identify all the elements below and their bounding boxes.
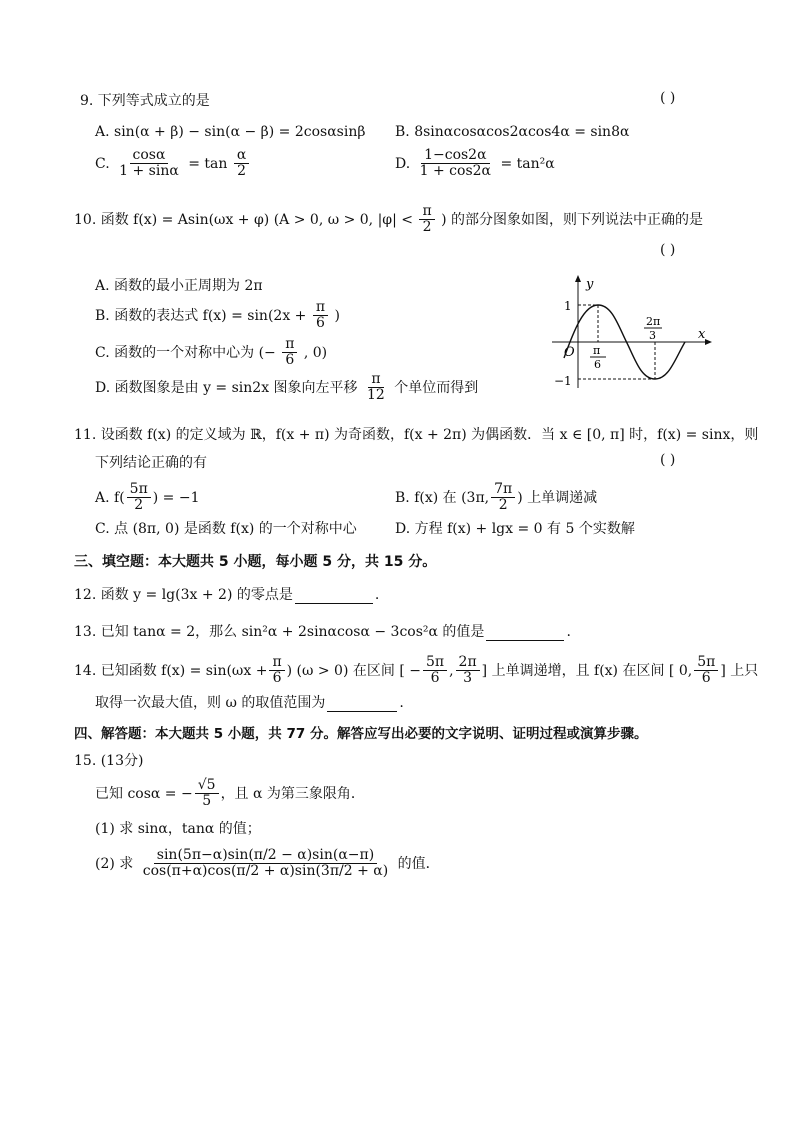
x-axis-arrow (705, 339, 712, 345)
q10-answer-bracket[interactable]: ( ) (660, 242, 676, 258)
q10-function-graph (540, 270, 720, 400)
q11-option-b[interactable]: B. f(x) 在 (3π, $\frac{7\pi}{2}$ ) 上单调递减 (395, 481, 598, 514)
q13: 13. 已知 tanα = 2，那么 sin²α + 2sinαcosα − 3cos²α 的值是 . (74, 624, 571, 640)
y-max-label: 1 (564, 299, 572, 313)
q10-option-a[interactable]: A. 函数的最小正周期为 2π (95, 278, 263, 294)
q11-answer-bracket[interactable]: ( ) (660, 452, 676, 468)
q9-stem: 9. 下列等式成立的是 (80, 93, 210, 109)
q9-option-b[interactable]: B. 8sinαcosαcos2αcos4α = sin8α (395, 124, 630, 140)
q11-option-d[interactable]: D. 方程 f(x) + lgx = 0 有 5 个实数解 (395, 521, 635, 537)
q9-option-a[interactable]: A. sin(α + β) − sin(α − β) = 2cosαsinβ (95, 124, 366, 140)
q10-option-c[interactable]: C. 函数的一个对称中心为 (− $\frac{\pi}{6}$ , 0) (95, 336, 328, 369)
y-axis-arrow (575, 275, 581, 282)
q11-option-a[interactable]: A. f( $\frac{5\pi}{2}$ ) = −1 (95, 481, 200, 514)
q11-stem-line1: 11. 设函数 f(x) 的定义域为 ℝ，f(x + π) 为奇函数，f(x + 2π) 为偶函数．当 x ∈ [0, π] 时，f(x) = sinx，则 (74, 427, 759, 443)
section-solution-heading: 四、解答题：本大题共 5 小题，共 77 分。解答应写出必要的文字说明、证明过程或演算步骤。 (74, 726, 648, 742)
y-axis-label: y (586, 277, 594, 292)
section-fill-in-heading: 三、填空题：本大题共 5 小题，每小题 5 分，共 15 分。 (74, 554, 437, 570)
q12-answer-blank[interactable] (295, 587, 373, 604)
q13-answer-blank[interactable] (486, 624, 564, 641)
q15-part2: (2) 求 $\frac{\sin(5\pi-\alpha)\sin(\pi/2 - \alpha)\sin(\alpha-\pi)}{\cos(\pi+\alpha)\cos(\pi/2 + \alpha)\sin(3\pi/2 + \alpha)}$ 的值． (95, 847, 440, 880)
q14-answer-blank[interactable] (327, 695, 397, 712)
q15-given: 已知 cosα = − $\frac{√5}{5}$ ，且 α 为第三象限角． (95, 777, 365, 810)
origin-label: O (564, 345, 575, 360)
q14-line2: 取得一次最大值，则 ω 的取值范围为 . (95, 695, 404, 711)
y-min-label: −1 (554, 374, 572, 388)
tick-pi-over-6-den: 6 (594, 358, 601, 371)
x-axis-label: x (698, 327, 706, 342)
tick-pi-over-6-num: π (593, 344, 601, 357)
q10-stem: 10. 函数 f(x) = Asin(ωx + φ) (A > 0, ω > 0, |φ| < $\frac{\pi}{2}$ ) 的部分图象如图，则下列说法中正确的是 (74, 203, 704, 236)
q12: 12. 函数 y = lg(3x + 2) 的零点是 . (74, 587, 380, 603)
q14-line1: 14. 已知函数 f(x) = sin(ωx + $\frac{\pi}{6}$ ) (ω > 0) 在区间 [ − $\frac{5\pi}{6}$ , $\frac{2\pi}{3}$ ] 上单调递增，且 f(x) 在区间 [ 0, $\frac{5\pi}{6}$ ] 上只 (74, 654, 759, 687)
q10-option-b[interactable]: B. 函数的表达式 f(x) = sin(2x + $\frac{\pi}{6}$ ) (95, 299, 340, 332)
q9-option-d[interactable]: D. $\frac{1-\cos 2\alpha}{1 + \cos 2\alpha}$ = tan²α (395, 147, 555, 180)
q11-stem-line2: 下列结论正确的有 (95, 455, 207, 471)
q15-part1: (1) 求 sinα，tanα 的值； (95, 821, 261, 837)
q11-option-c[interactable]: C. 点 (8π, 0) 是函数 f(x) 的一个对称中心 (95, 521, 357, 537)
tick-2pi-over-3-den: 3 (649, 329, 656, 342)
tick-2pi-over-3-num: 2π (646, 315, 661, 328)
q9-answer-bracket[interactable]: ( ) (660, 90, 676, 106)
q9-option-c[interactable]: C. $\frac{\cos\alpha}{1 + \sin\alpha}$ = tan $\frac{\alpha}{2}$ (95, 148, 251, 180)
q15-header: 15. (13分) (74, 753, 144, 769)
q10-option-d[interactable]: D. 函数图象是由 y = sin2x 图象向左平移 $\frac{\pi}{12}$ 个单位而得到 (95, 371, 479, 404)
